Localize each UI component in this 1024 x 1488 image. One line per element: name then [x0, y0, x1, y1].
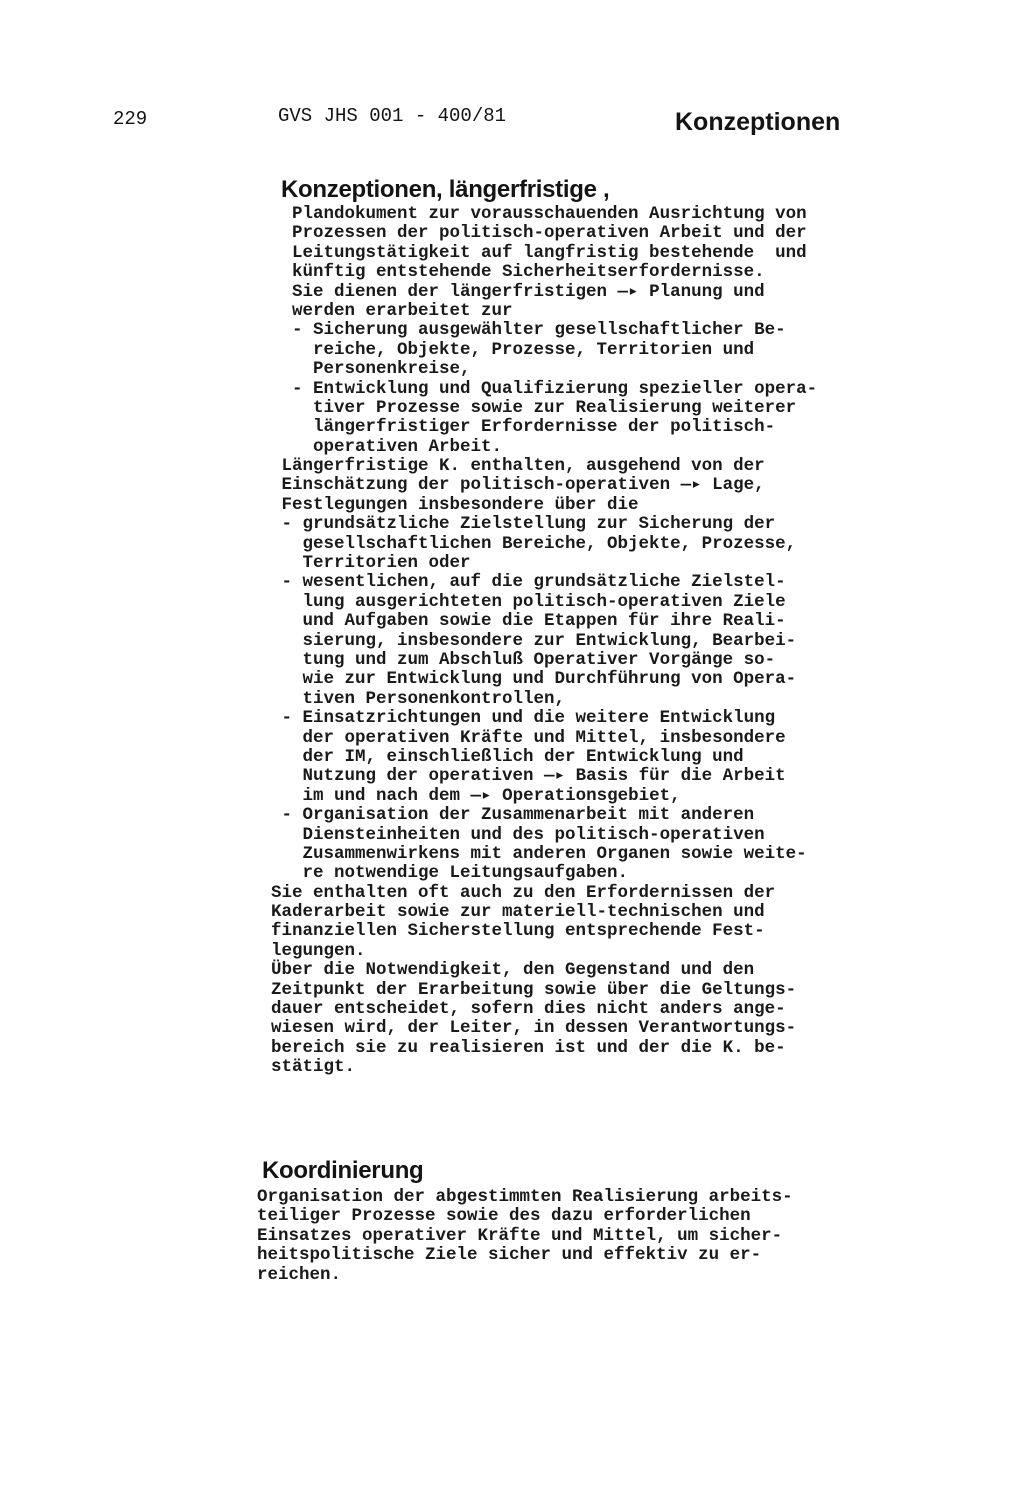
text-line: Kaderarbeit sowie zur materiell-technischen und	[271, 902, 765, 923]
text-line: stätigt.	[271, 1057, 356, 1078]
text-line: Prozessen der politisch-operativen Arbeit und der	[271, 223, 807, 244]
text-line: Sie enthalten oft auch zu den Erfordernissen der	[271, 882, 776, 903]
text-line: Diensteinheiten und des politisch-operativen	[271, 824, 765, 845]
text-line: Längerfristige K. enthalten, ausgehend von der	[271, 456, 765, 477]
text-line: Zusammenwirkens mit anderen Organen sowie weite-	[271, 843, 807, 864]
text-line: - wesentlichen, auf die grundsätzliche Zielstel-	[271, 572, 786, 593]
text-line: dauer entscheidet, sofern dies nicht anders ange-	[271, 999, 786, 1020]
text-line: lung ausgerichteten politisch-operativen Ziele	[271, 591, 786, 612]
text-line: wie zur Entwicklung und Durchführung von Opera-	[271, 669, 797, 690]
text-line: Leitungstätigkeit auf langfristig bestehende und	[271, 242, 807, 263]
text-line: reichen.	[257, 1264, 342, 1285]
page-number: 229	[113, 108, 148, 130]
entry-title-koordinierung: Koordinierung	[262, 1157, 424, 1184]
text-line: der operativen Kräfte und Mittel, insbesondere	[271, 727, 786, 748]
text-line: Territorien oder	[271, 553, 471, 574]
text-line: Einschätzung der politisch-operativen —▸ Lage,	[271, 475, 765, 496]
text-line: Organisation der abgestimmten Realisierung arbeits-	[257, 1187, 793, 1207]
text-line: tung und zum Abschluß Operativer Vorgänge so-	[271, 649, 776, 670]
document-reference: GVS JHS 001 - 400/81	[278, 105, 507, 127]
entry-body-konzeptionen	[271, 205, 891, 1078]
text-line: tiver Prozesse sowie zur Realisierung weiterer	[271, 397, 797, 418]
text-line: Sie dienen der längerfristigen —▸ Planung und	[271, 281, 765, 302]
text-line: künftig entstehende Sicherheitserfordernisse.	[271, 262, 765, 283]
text-line: und Aufgaben sowie die Etappen für ihre Reali-	[271, 611, 786, 632]
running-head: Konzeptionen	[675, 108, 841, 136]
text-line: operativen Arbeit.	[271, 436, 503, 457]
text-line: reiche, Objekte, Prozesse, Territorien und	[271, 339, 755, 360]
text-line: Personenkreise,	[271, 359, 471, 380]
text-line: tiven Personenkontrollen,	[271, 688, 566, 709]
text-line: Zeitpunkt der Erarbeitung sowie über die Geltungs-	[271, 979, 797, 1000]
text-line: - Organisation der Zusammenarbeit mit anderen	[271, 805, 755, 826]
text-line: Einsatzes operativer Kräfte und Mittel, um sicher-	[257, 1225, 783, 1246]
text-line: Über die Notwendigkeit, den Gegenstand und den	[271, 960, 755, 981]
text-line: Plandokument zur vorausschauenden Ausrichtung von	[271, 204, 807, 224]
text-line: wiesen wird, der Leiter, in dessen Verantwortungs-	[271, 1018, 797, 1039]
text-line: Festlegungen insbesondere über die	[271, 494, 639, 515]
text-line: der IM, einschließlich der Entwicklung und	[271, 746, 744, 767]
entry-title-konzeptionen: Konzeptionen, längerfristige ,	[281, 176, 610, 203]
entry-body-koordinierung	[257, 1188, 897, 1285]
text-line: legungen.	[271, 940, 366, 961]
text-line: teiliger Prozesse sowie des dazu erforderlichen	[257, 1206, 751, 1227]
text-line: re notwendige Leitungsaufgaben.	[271, 863, 629, 884]
text-line: Nutzung der operativen —▸ Basis für die Arbeit	[271, 766, 786, 787]
text-line: längerfristiger Erfordernisse der politisch-	[271, 417, 776, 438]
text-line: - grundsätzliche Zielstellung zur Sicherung der	[271, 514, 776, 535]
text-line: heitspolitische Ziele sicher und effektiv zu er-	[257, 1245, 762, 1266]
text-line: bereich sie zu realisieren ist und der die K. be-	[271, 1037, 786, 1058]
text-line: - Einsatzrichtungen und die weitere Entwicklung	[271, 708, 776, 729]
text-line: werden erarbeitet zur	[271, 300, 513, 321]
text-line: gesellschaftlichen Bereiche, Objekte, Prozesse,	[271, 533, 797, 554]
text-line: sierung, insbesondere zur Entwicklung, Bearbei-	[271, 630, 797, 651]
text-line: - Entwicklung und Qualifizierung spezieller opera-	[271, 378, 818, 399]
text-line: - Sicherung ausgewählter gesellschaftlicher Be-	[271, 320, 786, 341]
text-line: im und nach dem —▸ Operationsgebiet,	[271, 785, 681, 806]
text-line: finanziellen Sicherstellung entsprechende Fest-	[271, 921, 765, 942]
